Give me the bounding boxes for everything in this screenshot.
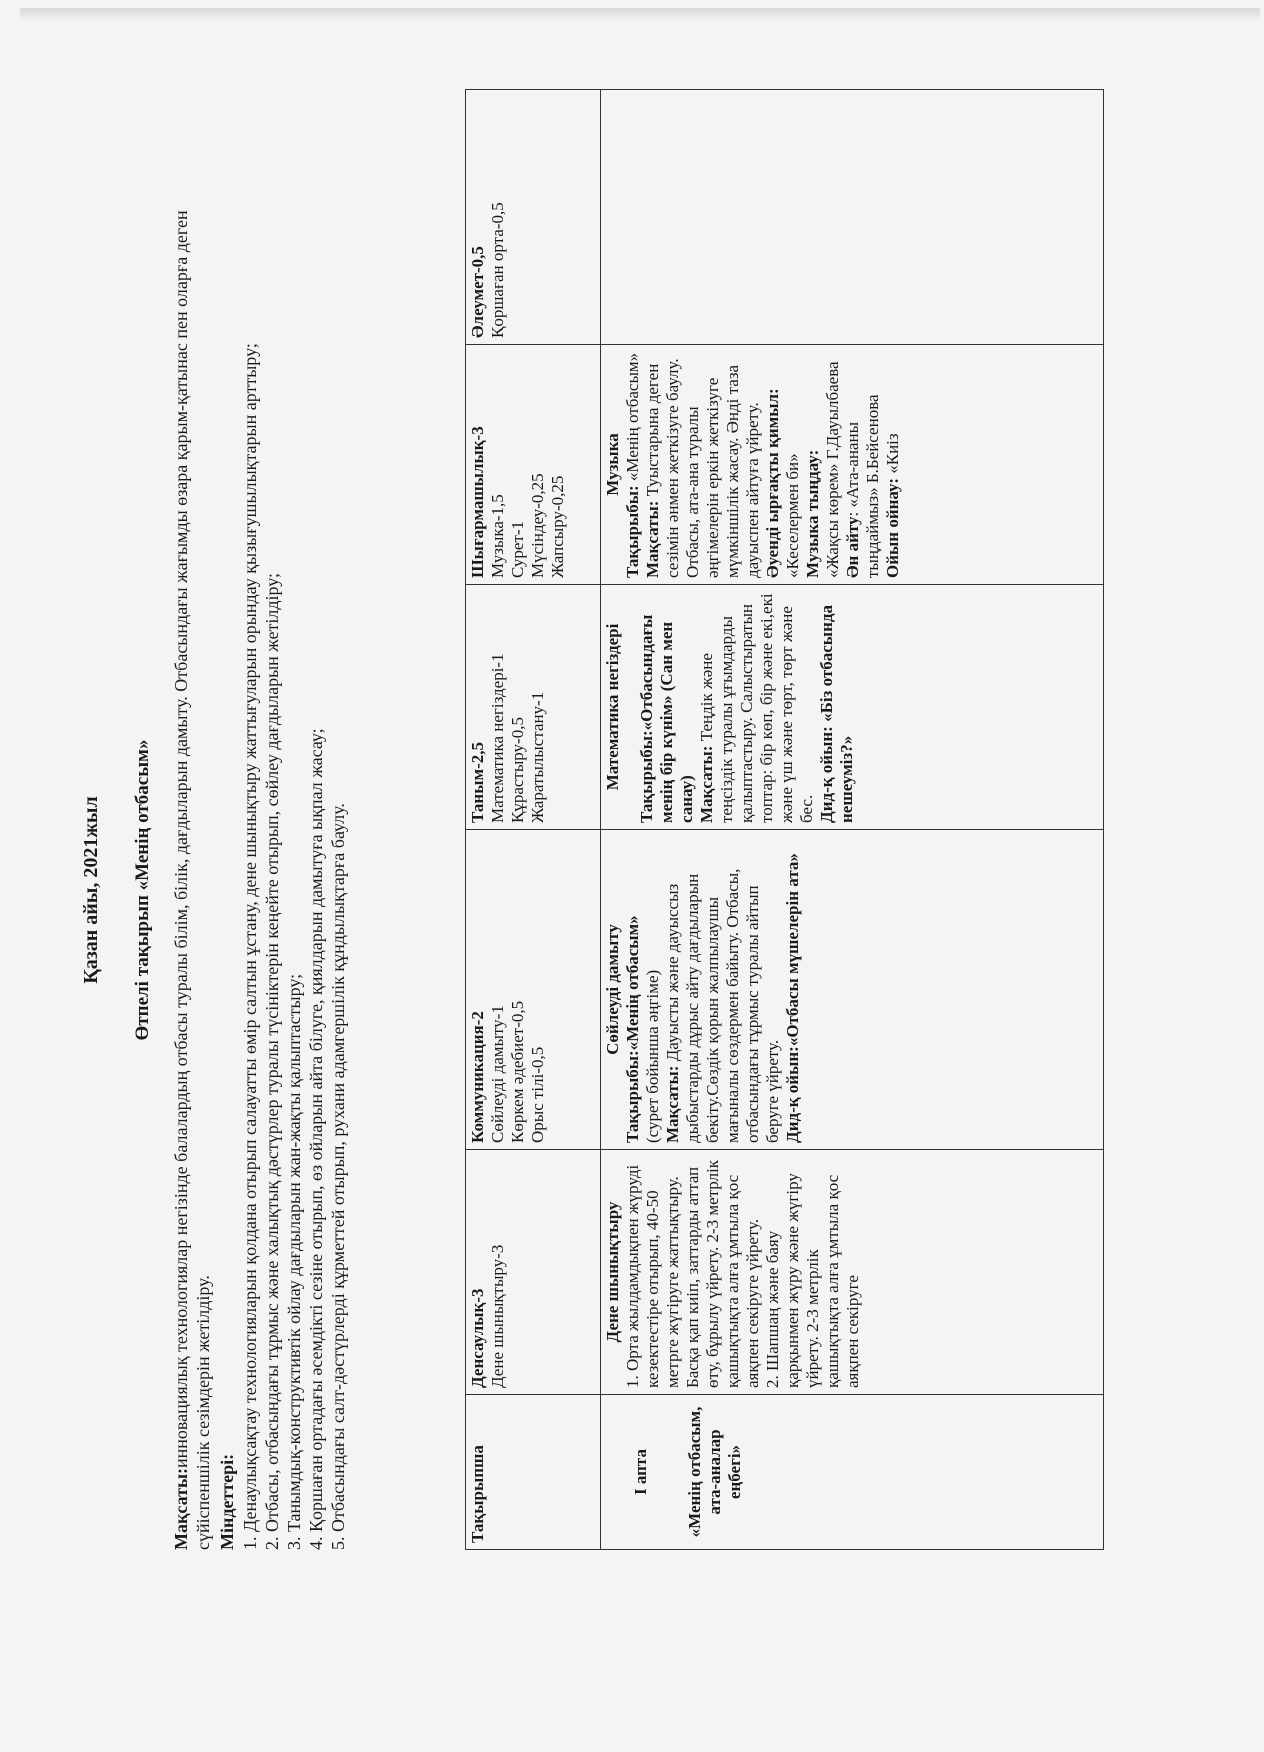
muzyka-listen-label: Музыка тыңдау: [803,449,822,578]
scan-edge [20,8,1260,22]
muzyka-goal: Туыстарына деген сезімін әнмен жеткізуге баулу. Отбасы, ата-ана туралы әңгімелерін еркін жеткізуге мүмкіншілік жасау. Әнді таза дауыспен айтуға үйрету. [643,358,762,578]
tanym-line: Жаратылыстану-1 [528,691,547,823]
muzyka-rhythm: «Кеселермен би» [783,453,802,578]
week-cell [601,1395,1104,1550]
dene-text: 1. Орта жылдамдықпен жүруді кезектестіре отырып, 40-50 метрге жүгіруге жаттықтыру. Басқа қап киіп, заттарды аттап өту, бұрылу үйрету. 2-3 метрлік қашықтықта алға ұмтыла қос аяқпен секіруге үйрету. [623,1159,762,1388]
muzyka-goal-label: Мақсаты: [643,500,662,578]
header-cell-tanym [466,585,601,830]
rotated-document-page [20,40,1250,1740]
kommunikacia-title: Коммуникация-2 [468,1011,487,1143]
week-topic: «Менің отбасым, ата-аналар еңбегі» [685,1406,744,1538]
soileu-goal: Дауысты және дауыссыз дыбыстарды дұрыс айту дағдыларын бекіту.Сөздік қорын жалпылаушы мағыналы сөздермен байыту. Отбасы, отбасындағы тұрмыс туралы айтып беруге үйрету. [663,868,782,1143]
soileu-subject: Сөйлеуді дамыту [603,924,622,1055]
shygarmashylyk-line: Сурет-1 [508,520,527,578]
table-header-row [466,90,601,1550]
muzyka-topic: «Менің отбасым» [623,352,642,486]
cell-muzyka [601,345,1104,585]
kommunikacia-line: Орыс тілі-0,5 [528,1046,547,1143]
aleumet-line: Қоршаған орта-0,5 [488,202,507,338]
shygarmashylyk-title: Шығармашылық-3 [468,426,487,578]
theme-title: Өтпелі тақырып «Менің отбасым» [132,739,153,1041]
tanym-line: Математика негіздері-1 [488,653,507,823]
muzyka-subject: Музыка [603,433,622,496]
shygarmashylyk-line: Музыка-1,5 [488,494,507,578]
task-item: 2. Отбасы, отбасындағы тұрмыс және халықтық дәстүрлер туралы түсініктерін кеңейте отырып, сөйлеу дағдыларын жетілдіру; [262,572,282,1550]
matem-goal: Теңдік және теңсіздік туралы ұғымдарды қалыптастыру. Салыстыратын топтар: бір көп, бір және екі,екі және үш және төрт, төрт және бес. [697,593,816,823]
muzyka-play: «Киіз [883,433,902,478]
cell-dene [601,1150,1104,1395]
table-row-week1 [601,90,1104,1550]
muzyka-play-label: Ойын ойнау: [883,478,902,578]
task-item: 1. Денаулықсақтау технологияларын қолдана отырып салауатты өмір салтын ұстану, дене шынықтыру жаттығуларын орындау қызығушылықтарын арттыру; [240,343,260,1550]
header-cell-aleumet [466,90,601,345]
header-cell-topic: Тақырыпша [466,1395,601,1550]
cell-soileu [601,830,1104,1150]
dene-text-2: 2. Шапшаң және баяу қарқынмен жүру және жүгіру үйрету. 2-3 метрлік қашықтықта алға ұмтыла қос аяқпен секіруге [763,1173,862,1388]
dene-subject: Дене шынықтыру [603,1201,622,1343]
matem-subject: Математика негіздері [603,623,622,791]
matem-game-label: Дид-қ ойын: [817,726,836,823]
muzyka-song: : «Ата-ананы тыңдаймыз» Б.Бейсенова [843,394,882,578]
shygarmashylyk-line: Мүсіндеу-0,25 [528,473,547,578]
goal-text: инновациялық технологиялар негізінде балалардың отбасы туралы білім, білік, дағдыларын дамыту. Отбасындағы жағымды өзара қарым-қатынас пен оларға деген сүйіспеншілік сезімдерін жетілдіру. [171,210,213,1550]
task-item: 3. Танымдық-конструктивтік ойлау дағдыларын жан-жақты қалыптастыру; [284,973,304,1550]
tanym-line: Құрастыру-0,5 [508,717,527,823]
task-item: 4. Қоршаған ортадағы әсемдікті сезіне отырып, өз ойларын айта білуге, қиялдарын дамытуға ықпал жасау; [306,728,326,1550]
matem-topic-label: Тақырыбы: [637,730,656,823]
densaulyk-line: Дене шынықтыру-3 [488,1244,507,1388]
soileu-game: «Отбасы мүшелерін ата» [783,853,802,1047]
task-item: 5. Отбасындағы салт-дәстүрлерді құрметтей отырып, рухани адамгершілік құндылықтарға баулу. [328,803,348,1550]
matem-topic: «Отбасындағы менің бір күнім» (Сан мен санау) [637,614,696,823]
week-label: І апта [631,1449,650,1495]
soileu-topic-label: Тақырыбы: [623,1050,642,1143]
header-cell-densaulyk [466,1150,601,1395]
tanym-title: Таным-2,5 [468,742,487,823]
kommunikacia-line: Көркем әдебиет-0,5 [508,1000,527,1143]
soileu-note: (сурет бойынша әңгіме) [643,969,662,1143]
kommunikacia-line: Сөйлеуді дамыту-1 [488,1005,507,1143]
matem-game: «Біз отбасында нешеуміз?» [817,605,856,823]
goal-paragraph [170,120,214,1550]
shygarmashylyk-line: Жапсыру-0,25 [548,475,567,578]
soileu-topic: «Менің отбасым» [623,915,642,1051]
soileu-game-label: Дид-қ ойын: [783,1046,802,1143]
tasks-list [239,110,349,1550]
densaulyk-title: Денсаулық-3 [468,1288,487,1388]
muzyka-rhythm-label: Әуенді ырғақты қимыл: [763,388,782,578]
muzyka-song-label: Ән айту [843,516,862,578]
matem-goal-label: Мақсаты: [697,745,716,823]
muzyka-listen: «Жақсы көрем» Г.Дауылбаева [823,361,842,578]
soileu-goal-label: Мақсаты: [663,1065,682,1143]
plan-table [465,89,1104,1550]
header-cell-shygarmashylyk [466,345,601,585]
header-cell-kommunikacia [466,830,601,1150]
cell-matem [601,585,1104,830]
document-title: Қазан айы, 2021жыл [80,796,102,984]
aleumet-title: Әлеумет-0,5 [468,246,487,338]
tasks-title: Міндеттері: [217,1453,237,1550]
cell-aleumet-empty [601,90,1104,345]
muzyka-topic-label: Тақырыбы: [623,485,642,578]
goal-label: Мақсаты: [171,1468,191,1550]
